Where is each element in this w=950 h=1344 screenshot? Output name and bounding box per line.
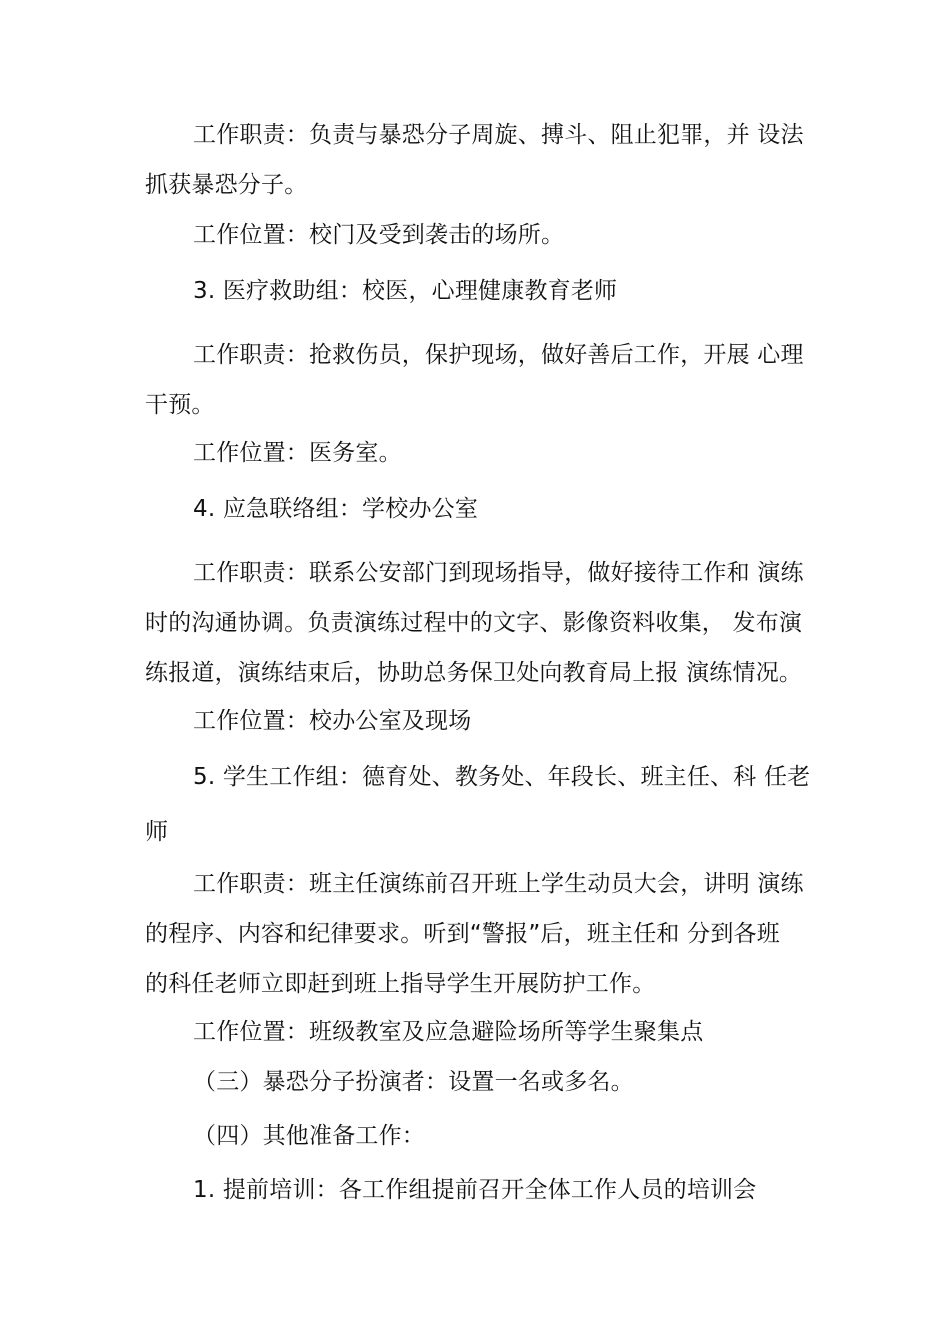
text-line: 师 [145, 819, 169, 845]
text-line: 时的沟通协调。负责演练过程中的文字、影像资料收集， 发布演 [145, 610, 803, 636]
text-line: 工作位置：班级教室及应急避险场所等学生聚集点 [193, 1019, 704, 1045]
text-line: 工作位置：校办公室及现场 [193, 708, 472, 734]
section-heading: 1. 提前培训：各工作组提前召开全体工作人员的培训会 [193, 1177, 757, 1203]
text-line: 练报道，演练结束后，协助总务保卫处向教育局上报 演练情况。 [145, 660, 803, 686]
text-line: 工作位置：医务室。 [193, 440, 402, 466]
section-heading: 3. 医疗救助组：校医，心理健康教育老师 [193, 278, 618, 304]
text-line: 的程序、内容和纪律要求。听到“警报”后，班主任和 分到各班 [145, 921, 780, 947]
text-line: 工作职责：抢救伤员，保护现场，做好善后工作，开展 心理 [193, 342, 804, 368]
text-line: 工作职责：负责与暴恐分子周旋、搏斗、阻止犯罪，并 设法 [193, 122, 804, 148]
text-line: 工作职责：班主任演练前召开班上学生动员大会，讲明 演练 [193, 871, 804, 897]
section-heading: 5. 学生工作组：德育处、教务处、年段长、班主任、科 任老 [193, 764, 811, 790]
text-line: 抓获暴恐分子。 [145, 172, 308, 198]
text-line: 的科任老师立即赶到班上指导学生开展防护工作。 [145, 971, 656, 997]
section-heading: 4. 应急联络组：学校办公室 [193, 496, 479, 522]
section-heading: （四）其他准备工作： [193, 1123, 425, 1149]
text-line: 工作职责：联系公安部门到现场指导，做好接待工作和 演练 [193, 560, 804, 586]
section-heading: （三）暴恐分子扮演者：设置一名或多名。 [193, 1069, 634, 1095]
text-line: 工作位置：校门及受到袭击的场所。 [193, 222, 565, 248]
text-line: 干预。 [145, 392, 215, 418]
